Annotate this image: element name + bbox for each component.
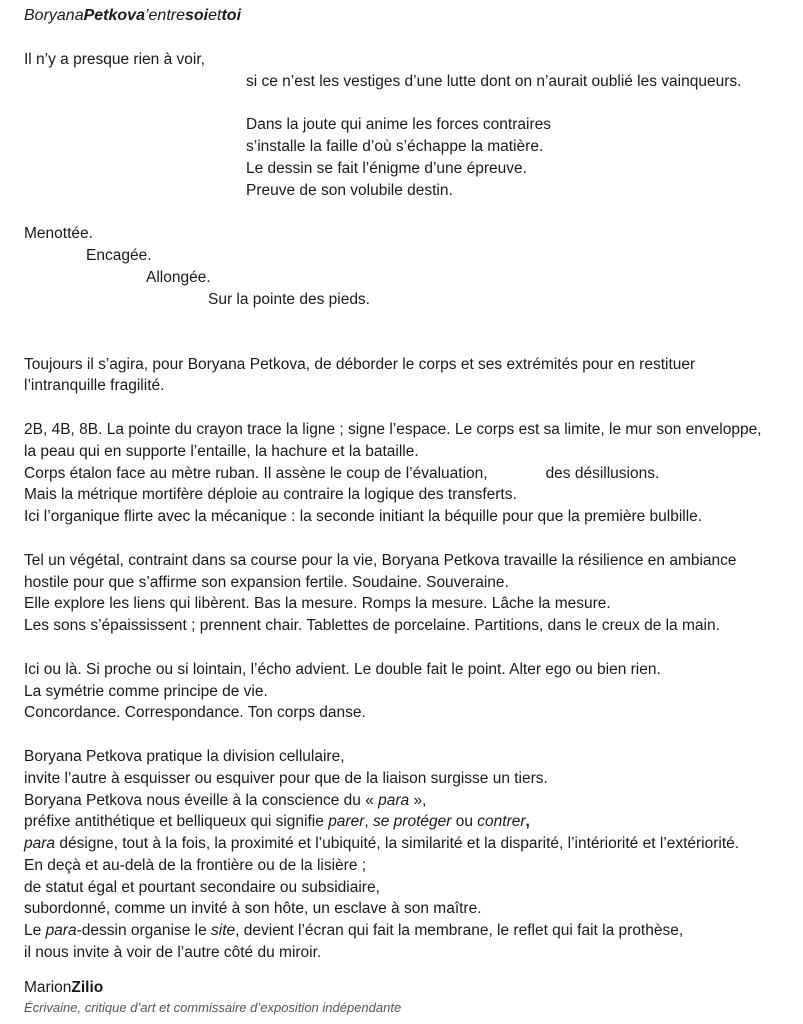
paragraph-line	[24, 833, 796, 855]
paragraph-line: Elle explore les liens qui libèrent. Bas la mesure. Romps la mesure. Lâche la mesure.	[24, 595, 611, 613]
title-last-name: Petkova	[83, 7, 145, 24]
paragraph-line: subordonné, comme un invité à son hôte, un esclave à son maître.	[24, 900, 482, 918]
text-segment: ,	[364, 813, 373, 831]
intro-line: si ce n’est les vestiges d’une lutte dont on n’aurait oublié les vainqueurs.	[246, 72, 742, 90]
paragraph-line: La symétrie comme principe de vie.	[24, 682, 268, 700]
paragraph-line: de statut égal et pourtant secondaire ou subsidiaire,	[24, 878, 380, 896]
stanza-line: Dans la joute qui anime les forces contraires	[246, 116, 551, 134]
steps-block	[24, 223, 796, 310]
title-entre: ’entre	[144, 7, 185, 24]
paragraph-line: Ici ou là. Si proche ou si lointain, l’écho advient. Le double fait le point. Alter ego ou bien rien.	[24, 660, 661, 678]
paragraph-2	[24, 419, 796, 528]
paragraph-line: Concordance. Correspondance. Ton corps danse.	[24, 704, 366, 722]
paragraph-line: la peau qui en supporte l’entaille, la hachure et la bataille.	[24, 442, 419, 460]
text-segment: se protéger	[373, 813, 452, 831]
paragraph-line: Toujours il s’agira, pour Boryana Petkova, de déborder le corps et ses extrémités pour en restituer	[24, 355, 696, 373]
author-signature	[24, 977, 796, 999]
paragraph-line	[24, 790, 796, 812]
text-segment: para	[378, 791, 410, 809]
paragraph-line: Boryana Petkova pratique la division cellulaire,	[24, 747, 345, 765]
text-segment: ,	[525, 813, 530, 831]
paragraph-line	[24, 463, 796, 485]
author-first-name: Marion	[24, 978, 72, 996]
step-line: Menottée.	[24, 225, 93, 243]
stanza-line: s’installe la faille d’où s’échappe la matière.	[246, 138, 544, 156]
paragraph-line	[24, 920, 796, 942]
text-segment: para	[24, 835, 56, 853]
paragraph-4	[24, 659, 796, 724]
paragraph-3	[24, 550, 796, 637]
paragraph-line: il nous invite à voir de l’autre côté du miroir.	[24, 944, 322, 962]
title-soi: soi	[185, 7, 209, 24]
text-segment: site	[211, 922, 236, 940]
text-segment: Le	[24, 922, 46, 940]
step-line: Encagée.	[86, 247, 152, 265]
paragraph-line: Ici l’organique flirte avec la mécanique : la seconde initiant la béquille pour que la première bulbille.	[24, 508, 703, 526]
document-page	[24, 5, 796, 1017]
paragraph-line: invite l’autre à esquisser ou esquiver pour que de la liaison surgisse un tiers.	[24, 769, 548, 787]
title-et: et	[208, 7, 222, 24]
text-segment: désigne, tout à la fois, la proximité et l’ubiquité, la similarité et la disparité, l’intériorité et l’extériorité.	[55, 835, 740, 853]
step-line: Sur la pointe des pieds.	[208, 290, 370, 308]
page-title	[24, 5, 796, 27]
stanza-line: Le dessin se fait l’énigme d’une épreuve.	[246, 159, 527, 177]
text-segment: ou	[451, 813, 478, 831]
paragraph-line: En deçà et au-delà de la frontière ou de la lisière ;	[24, 856, 367, 874]
text-segment: parer	[328, 813, 365, 831]
paragraph-line: 2B, 4B, 8B. La pointe du crayon trace la ligne ; signe l’espace. Le corps est sa limite, le mur son enveloppe,	[24, 420, 762, 438]
stanza-line: Preuve de son volubile destin.	[246, 181, 453, 199]
title-first-name: Boryana	[24, 7, 84, 24]
paragraph-5	[24, 746, 796, 964]
text-segment: , devient l’écran qui fait la membrane, le reflet qui fait la prothèse,	[235, 922, 684, 940]
text-segment: -dessin organise le	[76, 922, 212, 940]
step-line: Allongée.	[146, 268, 211, 286]
paragraph-line: Tel un végétal, contraint dans sa course pour la vie, Boryana Petkova travaille la résilience en ambiance	[24, 551, 737, 569]
stanza-block	[24, 114, 796, 201]
author-role: Écrivaine, critique d’art et commissaire d’exposition indépendante	[24, 999, 402, 1015]
intro-block	[24, 49, 796, 93]
text-segment: contrer	[477, 813, 526, 831]
text-segment: préfixe antithétique et belliqueux qui signifie	[24, 813, 329, 831]
paragraph-line: Mais la métrique mortifère déploie au contraire la logique des transferts.	[24, 486, 517, 504]
title-toi: toi	[221, 7, 242, 24]
text-segment: Corps étalon face au mètre ruban. Il assène le coup de l’évaluation,	[24, 464, 488, 482]
text-segment: para	[45, 922, 77, 940]
paragraph-line: l’intranquille fragilité.	[24, 377, 165, 395]
paragraph-line	[24, 811, 796, 833]
intro-line: Il n’y a presque rien à voir,	[24, 51, 205, 68]
text-segment: »,	[409, 791, 427, 809]
paragraph-line: Les sons s’épaississent ; prennent chair. Tablettes de porcelaine. Partitions, dans le creux de la main.	[24, 617, 720, 635]
author-last-name: Zilio	[71, 978, 104, 996]
paragraph-line: hostile pour que s’affirme son expansion fertile. Soudaine. Souveraine.	[24, 573, 509, 591]
text-segment: Boryana Petkova nous éveille à la conscience du «	[24, 791, 379, 809]
paragraph-1	[24, 354, 796, 398]
text-segment: des désillusions.	[545, 464, 660, 482]
